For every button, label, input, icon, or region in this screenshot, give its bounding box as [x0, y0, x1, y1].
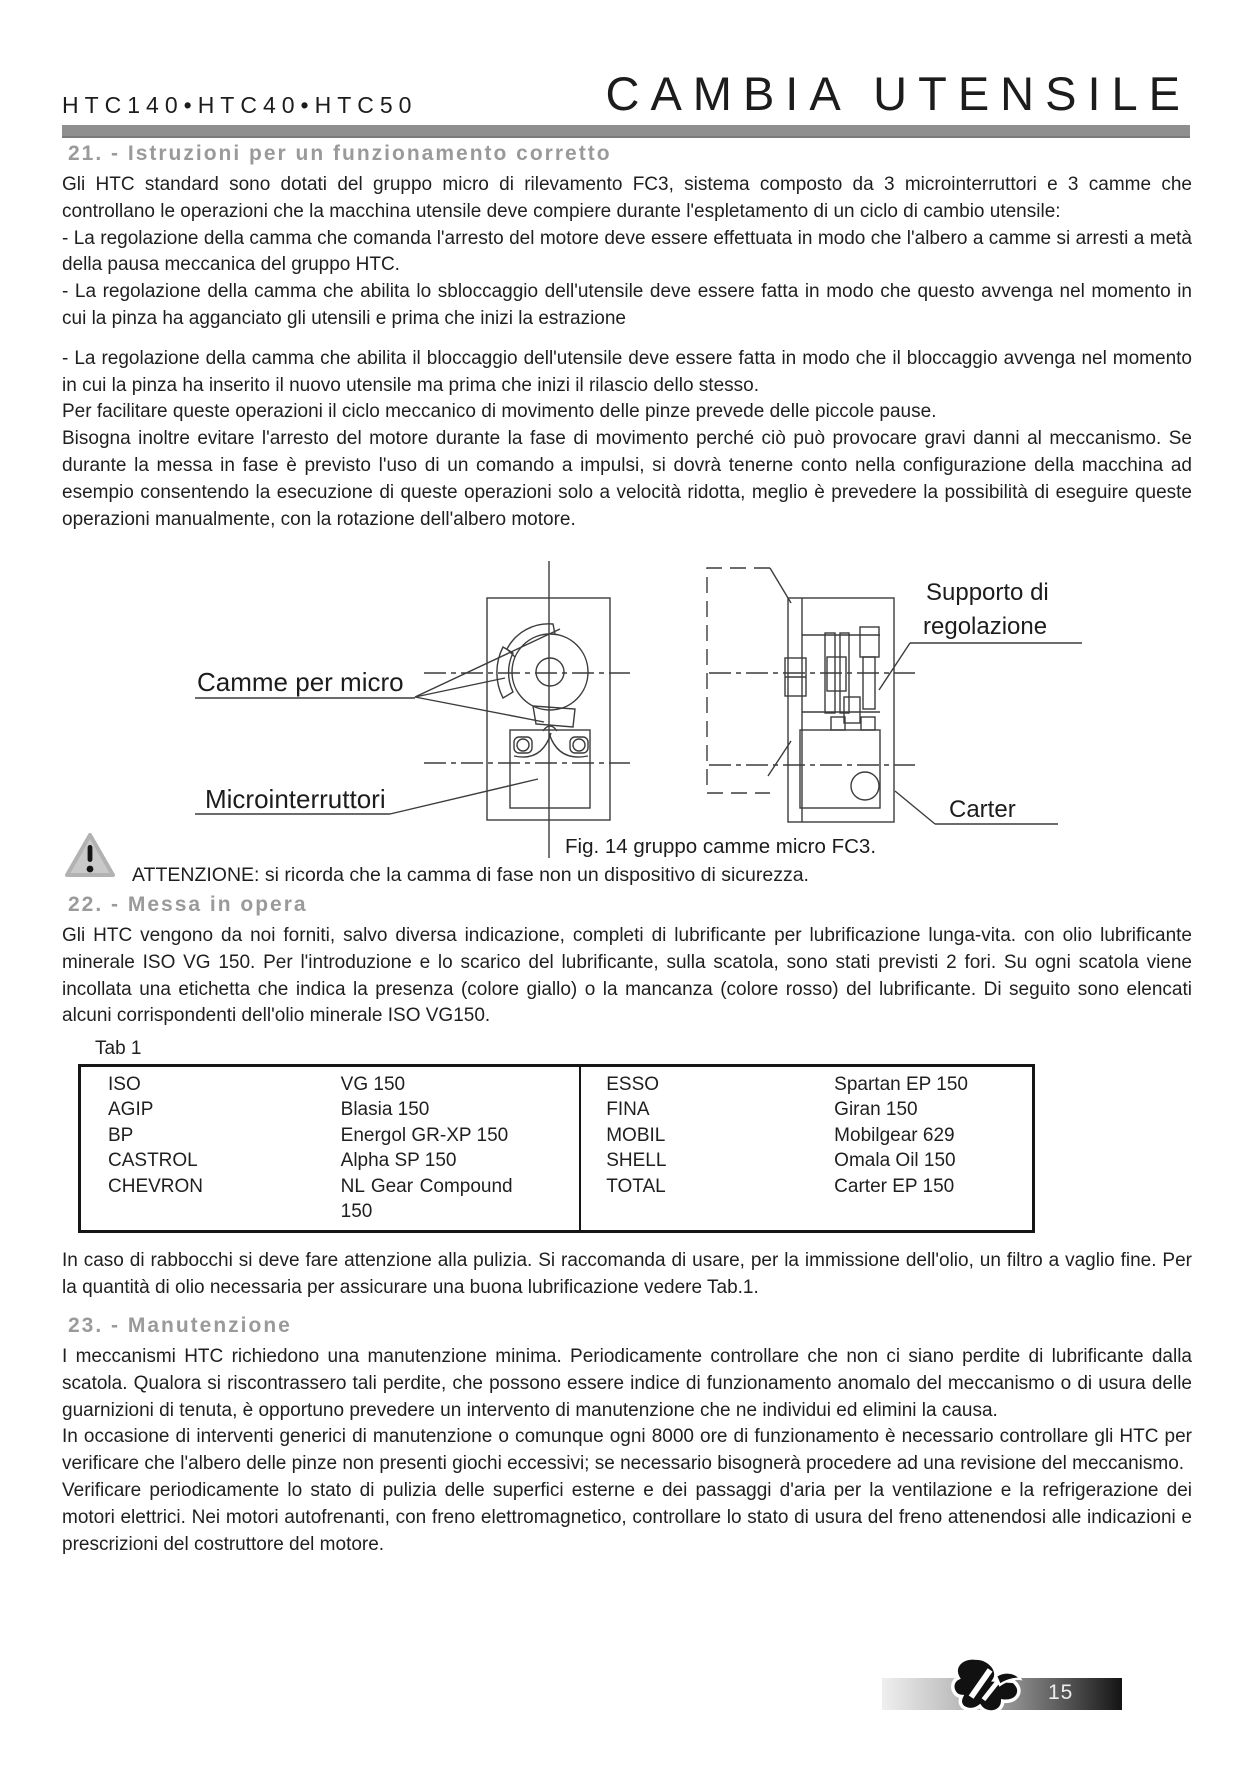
- paragraph: I meccanismi HTC richiedono una manutenzione minima. Periodicamente controllare che non ci siano perdite di lubrificante dalla scatola. Qualora si riscontrassero tali perdite, che possono essere indice di funzionamento anomalo del meccanismo o di usura delle guarnizioni di tenuta, è opportuno prevedere un intervento di manutenzione che ne individui ed elimini la causa.: [62, 1346, 1192, 1421]
- warning-triangle-icon: [64, 831, 116, 879]
- paragraph: In caso di rabbocchi si deve fare attenzione alla pulizia. Si raccomanda di usare, per la immissione dell'olio, un filtro a vaglio fine. Per la quantità di olio necessaria per assicurare una buona lubrificazione vedere Tab.1.: [62, 1250, 1192, 1298]
- section-22: [62, 893, 1192, 1030]
- warning-text: ATTENZIONE: si ricorda che la camma di fase non un dispositivo di sicurezza.: [132, 864, 809, 886]
- oil-cell: Mobilgear 629: [834, 1124, 955, 1146]
- figure-14: [62, 505, 1192, 860]
- section-23: [62, 1314, 1192, 1558]
- table-label: Tab 1: [95, 1038, 142, 1059]
- table-row: [80, 1174, 1034, 1232]
- brand-cell: CHEVRON: [108, 1175, 204, 1197]
- adjuster-block: [860, 627, 879, 657]
- oil-cell: Energol GR-XP 150: [340, 1124, 509, 1146]
- paragraph: Per facilitare queste operazioni il ciclo meccanico di movimento delle pinze prevede delle piccole pause.: [62, 401, 937, 423]
- paragraph: Verificare periodicamente lo stato di pulizia delle superfici esterne e dei passaggi d'aria per la ventilazione e la refrigerazione dei motori elettrici. Nei motori autofrenanti, con freno elettromagnetico, controllare lo stato di usura del freno attenendosi alle indicazioni e prescrizioni del costruttore del motore.: [62, 1479, 1192, 1555]
- paragraph: In occasione di interventi generici di manutenzione o comunque ogni 8000 ore di funzionamento è necessario controllare gli HTC per verificare che l'albero delle pinze non presenti giochi eccessivi; se necessario bisognerà procedere ad una revisione del meccanismo.: [62, 1426, 1192, 1475]
- header-model-codes: HTC140•HTC40•HTC50: [62, 92, 418, 118]
- brand-cell: TOTAL: [580, 1174, 834, 1232]
- side-view-drawing: [707, 568, 915, 822]
- oil-cell: Blasia 150: [340, 1099, 430, 1121]
- paragraph: Gli HTC vengono da noi forniti, salvo diversa indicazione, completi di lubrificante per lubrificazione lunga-vita. con olio lubrificante minerale ISO VG 150. Per l'introduzione e lo scarico del lubrificante, sulla scatola, sono stati previsti 2 fori. Su ogni scatola viene incollata una etichetta che indica la presenza (colore giallo) o la mancanza (colore rosso) del lubrificante. Di seguito sono elencati alcuni corrispondenti dell'olio minerale ISO VG150.: [62, 925, 1192, 1027]
- microswitch-body: [510, 730, 590, 808]
- figure-label-supporto-line1: Supporto di: [926, 579, 1049, 606]
- page-number: 15: [1048, 1681, 1074, 1704]
- oil-cell: VG 150: [340, 1074, 406, 1095]
- brand-cell: FINA: [580, 1097, 834, 1122]
- oil-cell: Spartan EP 150: [834, 1074, 968, 1095]
- paragraph: - La regolazione della camma che abilita il bloccaggio dell'utensile deve essere fatta in modo che il bloccaggio avvenga nel momento in cui la pinza ha inserito il nuovo utensile ma prima che inizi il rilascio dello stesso.: [62, 347, 1192, 396]
- section-21: [62, 142, 1192, 533]
- section-22-heading: 22. - Messa in opera: [68, 893, 308, 916]
- after-table-note: [62, 1248, 1192, 1302]
- figure-label-carter: Carter: [949, 796, 1016, 823]
- paragraph: Bisogna inoltre evitare l'arresto del motore durante la fase di movimento perché ciò può provocare gravi danni al meccanismo. Se durante la messa in fase è previsto l'uso di un comando a impulsi, si dovrà tenerne conto nella configurazione della macchina ad esempio consentendo la esecuzione di queste operazioni solo a velocità ridotta, meglio è prevedere la possibilità di eseguire queste operazioni manualmente, con la rotazione dell'albero motore.: [62, 428, 1192, 530]
- page-title: CAMBIA UTENSILE: [605, 67, 1191, 120]
- table-row: [80, 1066, 1034, 1098]
- brand-cell: SHELL: [580, 1148, 834, 1173]
- front-view-drawing: [424, 561, 630, 858]
- table-row: [80, 1123, 1034, 1148]
- oil-cell: NL Gear Compound 150: [340, 1175, 513, 1223]
- brand-cell: ESSO: [580, 1066, 834, 1098]
- brand-cell: BP: [108, 1124, 134, 1146]
- oil-cell: Alpha SP 150: [340, 1150, 457, 1172]
- paragraph: - La regolazione della camma che comanda l'arresto del motore deve essere effettuata in modo che l'albero a camme si arresti a metà della pausa meccanica del gruppo HTC.: [62, 227, 1192, 276]
- figure-caption: Fig. 14 gruppo camme micro FC3.: [565, 835, 877, 858]
- brand-cell: MOBIL: [580, 1123, 834, 1148]
- section-21-heading: 21. - Istruzioni per un funzionamento corretto: [68, 142, 612, 165]
- cam-lobe: [507, 624, 555, 657]
- brand-cell: ISO: [108, 1074, 141, 1095]
- brand-cell: CASTROL: [108, 1150, 198, 1172]
- brand-logo-icon: [941, 1645, 1034, 1726]
- oil-cell: Omala Oil 150: [834, 1150, 956, 1172]
- figure-label-supporto-line2: regolazione: [923, 613, 1048, 640]
- lubricant-table: [78, 1064, 1035, 1233]
- table-row: [80, 1148, 1034, 1173]
- table-row: [80, 1097, 1034, 1122]
- oil-cell: Carter EP 150: [834, 1175, 955, 1197]
- section-23-heading: 23. - Manutenzione: [68, 1314, 292, 1337]
- paragraph: Gli HTC standard sono dotati del gruppo micro di rilevamento FC3, sistema composto da 3 microinterruttori e 3 camme che controllano le operazioni che la macchina utensile deve compiere durante l'espletamento di un ciclo di cambio utensile:: [62, 174, 1192, 222]
- figure-label-microinterruttori: Microinterruttori: [205, 784, 386, 814]
- warning-row: [64, 831, 809, 887]
- figure-14-drawing: [62, 505, 1192, 860]
- header-rule: [62, 125, 1190, 138]
- figure-label-camme: Camme per micro: [197, 667, 404, 697]
- paragraph: - La regolazione della camma che abilita lo sbloccaggio dell'utensile deve essere fatta in modo che questo avvenga nel momento in cui la pinza ha agganciato gli utensili e prima che inizi la estrazione: [62, 281, 1192, 329]
- carter-block: [800, 730, 880, 808]
- brand-cell: AGIP: [108, 1099, 154, 1121]
- oil-cell: Giran 150: [834, 1099, 918, 1121]
